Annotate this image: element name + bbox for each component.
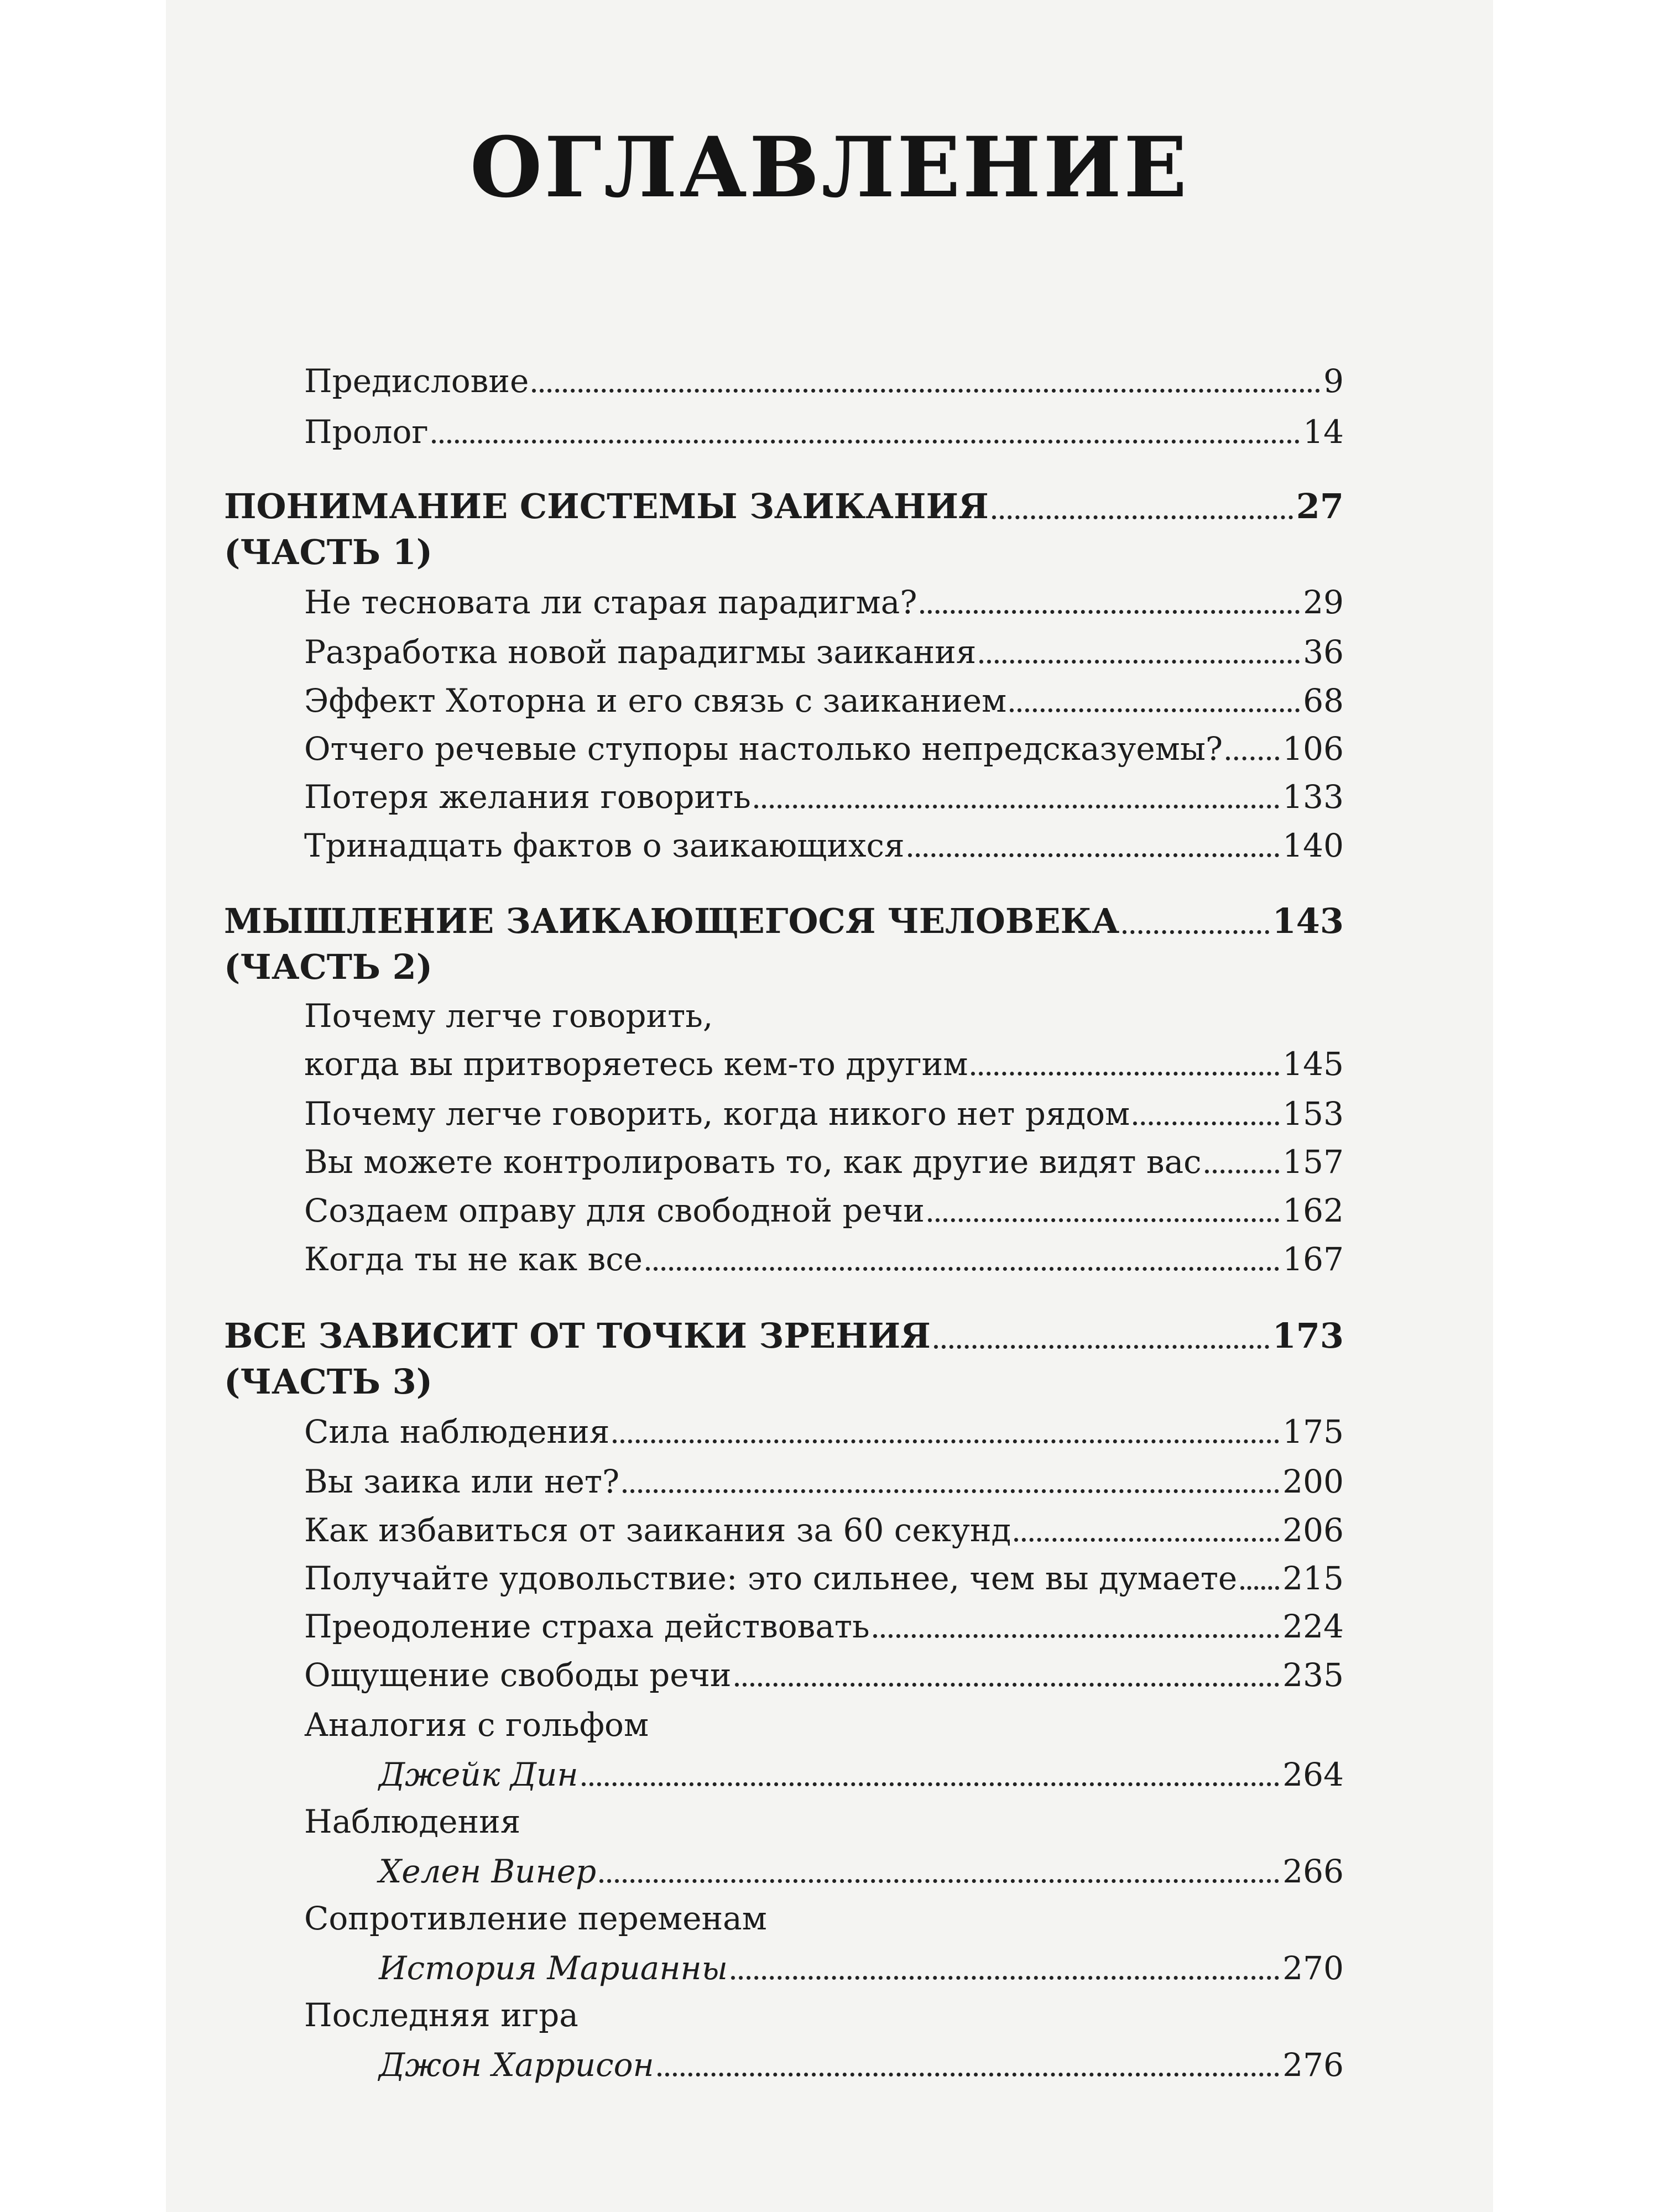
essay-title[interactable]: Аналогия с гольфом bbox=[304, 1706, 649, 1744]
dot-leader bbox=[1205, 1170, 1280, 1173]
entry-page: 106 bbox=[1282, 730, 1344, 768]
entry-page: 27 bbox=[1296, 486, 1344, 526]
dot-leader bbox=[623, 1489, 1279, 1493]
dot-leader bbox=[971, 1072, 1279, 1076]
dot-leader bbox=[992, 515, 1293, 519]
page-title: ОГЛАВЛЕНИЕ bbox=[469, 119, 1190, 216]
toc-entry[interactable] bbox=[304, 1465, 1344, 1498]
toc-entry[interactable] bbox=[304, 1143, 1344, 1181]
dot-leader bbox=[754, 805, 1279, 808]
entry-page: 264 bbox=[1282, 1756, 1344, 1793]
dot-leader bbox=[928, 1218, 1279, 1222]
entry-page: 173 bbox=[1272, 1316, 1344, 1356]
entry-page: 270 bbox=[1282, 1949, 1344, 1987]
section-subtitle: (ЧАСТЬ 2) bbox=[224, 947, 433, 987]
dot-leader bbox=[1240, 1586, 1279, 1590]
toc-entry-preface[interactable] bbox=[304, 362, 1344, 400]
dot-leader bbox=[599, 1879, 1279, 1883]
toc-entry-essay[interactable] bbox=[379, 1949, 1344, 1987]
dot-leader bbox=[613, 1439, 1279, 1443]
entry-page: 133 bbox=[1282, 778, 1344, 816]
section-title: МЫШЛЕНИЕ ЗАИКАЮЩЕГОСЯ ЧЕЛОВЕКА bbox=[224, 901, 1120, 941]
section-subtitle: (ЧАСТЬ 1) bbox=[224, 532, 433, 572]
toc-entry[interactable] bbox=[304, 682, 1344, 719]
dot-leader bbox=[731, 1976, 1279, 1980]
entry-label: Вы заика или нет? bbox=[304, 1463, 620, 1500]
entry-page: 175 bbox=[1282, 1413, 1344, 1451]
dot-leader bbox=[873, 1634, 1280, 1638]
dot-leader bbox=[920, 610, 1300, 614]
toc-entry[interactable] bbox=[304, 730, 1344, 768]
essay-author: История Марианны bbox=[379, 1949, 728, 1987]
entry-label: Тринадцать фактов о заикающихся bbox=[304, 827, 905, 864]
entry-page: 68 bbox=[1303, 682, 1344, 719]
section-subtitle: (ЧАСТЬ 3) bbox=[224, 1361, 433, 1402]
dot-leader bbox=[658, 2073, 1280, 2077]
toc-section-part1[interactable] bbox=[224, 486, 1344, 526]
toc-entry[interactable] bbox=[304, 1240, 1344, 1278]
book-page bbox=[166, 0, 1493, 2212]
entry-page: 140 bbox=[1282, 827, 1344, 864]
essay-title[interactable]: Сопротивление переменам bbox=[304, 1900, 767, 1937]
toc-entry[interactable] bbox=[304, 778, 1344, 816]
entry-label: Сила наблюдения bbox=[304, 1413, 610, 1451]
entry-page: 36 bbox=[1303, 633, 1344, 671]
toc-entry-prologue[interactable] bbox=[304, 413, 1344, 451]
entry-label: Пролог bbox=[304, 413, 429, 451]
entry-label: Отчего речевые ступоры настолько непредсказуемы? bbox=[304, 730, 1223, 768]
entry-page: 235 bbox=[1282, 1656, 1344, 1694]
toc-entry-essay[interactable] bbox=[379, 2046, 1344, 2084]
dot-leader bbox=[1010, 708, 1300, 712]
entry-label: Вы можете контролировать то, как другие видят вас bbox=[304, 1143, 1202, 1181]
dot-leader bbox=[735, 1683, 1280, 1687]
toc-entry-essay[interactable] bbox=[379, 1756, 1344, 1793]
essay-author: Хелен Винер bbox=[379, 1853, 597, 1890]
toc-entry[interactable] bbox=[304, 1511, 1344, 1549]
entry-page: 9 bbox=[1323, 362, 1344, 400]
entry-page: 29 bbox=[1303, 583, 1344, 621]
toc-entry[interactable] bbox=[304, 1194, 1344, 1227]
toc-entry[interactable] bbox=[304, 633, 1344, 671]
entry-page: 276 bbox=[1282, 2046, 1344, 2084]
toc-entry[interactable] bbox=[304, 1045, 1344, 1083]
dot-leader bbox=[1133, 1121, 1279, 1125]
entry-label: Не тесновата ли старая парадигма? bbox=[304, 583, 917, 621]
entry-page: 167 bbox=[1282, 1240, 1344, 1278]
entry-label-line1[interactable]: Почему легче говорить, bbox=[304, 997, 713, 1035]
entry-label: Когда ты не как все bbox=[304, 1240, 643, 1278]
entry-label: Преодоление страха действовать bbox=[304, 1608, 870, 1645]
toc-entry-essay[interactable] bbox=[379, 1853, 1344, 1890]
entry-label: Предисловие bbox=[304, 362, 529, 400]
toc-entry[interactable] bbox=[304, 1559, 1344, 1597]
toc-section-part3[interactable] bbox=[224, 1316, 1344, 1356]
entry-label: Ощущение свободы речи bbox=[304, 1656, 732, 1694]
entry-label: Почему легче говорить, когда никого нет рядом bbox=[304, 1095, 1130, 1133]
entry-page: 145 bbox=[1282, 1045, 1344, 1083]
entry-page: 266 bbox=[1282, 1853, 1344, 1890]
entry-page: 200 bbox=[1282, 1463, 1344, 1500]
toc-entry[interactable] bbox=[304, 1413, 1344, 1451]
dot-leader bbox=[1226, 757, 1279, 760]
section-title: ПОНИМАНИЕ СИСТЕМЫ ЗАИКАНИЯ bbox=[224, 486, 989, 526]
entry-label: Получайте удовольствие: это сильнее, чем вы думаете bbox=[304, 1559, 1238, 1597]
entry-label: когда вы притворяетесь кем-то другим bbox=[304, 1045, 968, 1083]
dot-leader bbox=[532, 389, 1320, 393]
entry-page: 215 bbox=[1282, 1559, 1344, 1597]
essay-title[interactable]: Наблюдения bbox=[304, 1803, 521, 1840]
dot-leader bbox=[582, 1782, 1280, 1786]
entry-label: Создаем оправу для свободной речи bbox=[304, 1192, 925, 1229]
toc-entry[interactable] bbox=[304, 827, 1344, 864]
entry-page: 157 bbox=[1282, 1143, 1344, 1181]
dot-leader bbox=[934, 1345, 1269, 1349]
entry-page: 14 bbox=[1303, 413, 1344, 451]
essay-author: Джон Харрисон bbox=[379, 2046, 654, 2084]
entry-page: 162 bbox=[1282, 1192, 1344, 1229]
entry-page: 206 bbox=[1282, 1511, 1344, 1549]
entry-page: 143 bbox=[1272, 901, 1344, 941]
dot-leader bbox=[908, 853, 1280, 857]
entry-label: Как избавиться от заикания за 60 секунд bbox=[304, 1511, 1011, 1549]
toc-entry[interactable] bbox=[304, 583, 1344, 621]
toc-entry[interactable] bbox=[304, 1608, 1344, 1645]
entry-page: 224 bbox=[1282, 1608, 1344, 1645]
toc-section-part2[interactable] bbox=[224, 901, 1344, 941]
entry-label: Разработка новой парадигмы заикания bbox=[304, 633, 977, 671]
essay-title[interactable]: Последняя игра bbox=[304, 1996, 578, 2034]
dot-leader bbox=[646, 1267, 1279, 1271]
dot-leader bbox=[432, 440, 1300, 444]
toc-entry[interactable] bbox=[304, 1656, 1344, 1694]
entry-label: Потеря желания говорить bbox=[304, 778, 751, 816]
essay-author: Джейк Дин bbox=[379, 1756, 578, 1793]
toc-entry[interactable] bbox=[304, 1095, 1344, 1133]
section-title: ВСЕ ЗАВИСИТ ОТ ТОЧКИ ЗРЕНИЯ bbox=[224, 1316, 931, 1356]
entry-page: 153 bbox=[1282, 1095, 1344, 1133]
dot-leader bbox=[1014, 1538, 1279, 1542]
dot-leader bbox=[979, 660, 1300, 664]
entry-label: Эффект Хоторна и его связь с заиканием bbox=[304, 682, 1007, 719]
dot-leader bbox=[1123, 930, 1269, 934]
